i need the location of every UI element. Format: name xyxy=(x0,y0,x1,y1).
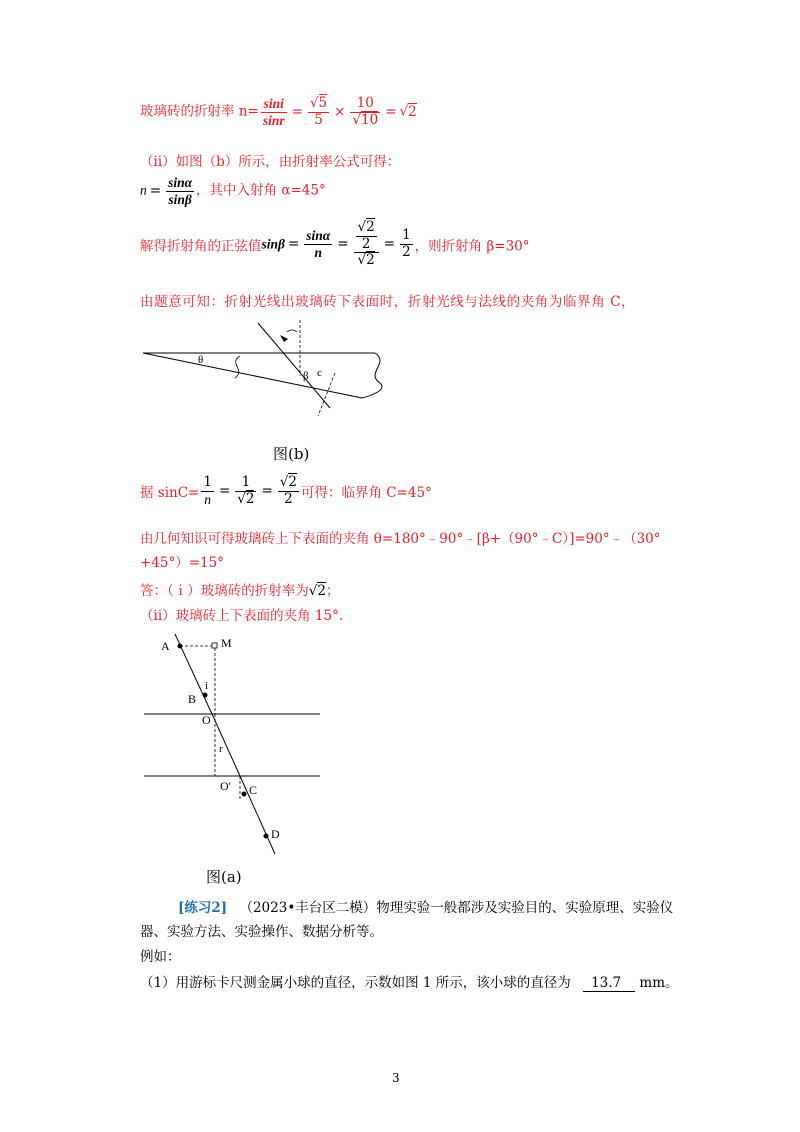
sin-c-line: 据 sinC= $\frac{1}{n}$ = $\frac{1}{√2}$ = $\frac{√2}{2}$ 可得：临界角 C=45° xyxy=(140,474,432,507)
fraction-root5-5: $\frac{√5}{5}$ xyxy=(309,95,328,128)
answer-root2: √2 xyxy=(308,583,326,599)
fig-a-label-A: A xyxy=(161,639,170,653)
fraction-compound: $\frac{\frac{√2}{2}}{√2}$ xyxy=(354,220,379,269)
refractive-index-line: 玻璃砖的折射率 n= $\frac{\sin i}{\sin r}$ = $\frac{√5}{5}$ × $\frac{10}{√10}$ = √2 xyxy=(140,95,417,128)
critical-angle-statement: 由题意可知：折射光线出玻璃砖下表面时，折射光线与法线的夹角为临界角 C， xyxy=(140,294,636,310)
fig-a-label-D: D xyxy=(271,827,280,841)
fig-a-label-M: M xyxy=(221,636,232,650)
answer-ii-line: （ii）玻璃砖上下表面的夹角 15°. xyxy=(140,608,344,624)
geometry-angle-line-cont: +45°）=15° xyxy=(140,555,224,571)
figure-b-diagram xyxy=(140,318,400,423)
figure-a-caption: 图(a) xyxy=(206,868,242,886)
page-number: 3 xyxy=(392,1071,400,1085)
practice-2-line: [练习2] （2023•丰台区二模）物理实验一般都涉及实验目的、实验原理、实验仪 xyxy=(178,900,674,916)
fraction-1-n: $\frac{1}{n}$ xyxy=(203,474,212,507)
fig-b-theta-label: θ xyxy=(198,354,204,366)
practice-tag: [练习2] xyxy=(178,900,228,916)
fig-a-label-i: i xyxy=(205,680,209,692)
geometry-angle-line: 由几何知识可得玻璃砖上下表面的夹角 θ=180°﹣90°﹣[β+（90°﹣C）]=90°﹣（30° xyxy=(140,531,661,547)
figure-b-caption: 图(b) xyxy=(273,445,310,463)
fraction-half: $\frac{1}{2}$ xyxy=(402,227,411,260)
answer-i-line: 答：（ｉ）玻璃砖的折射率为√2； xyxy=(140,583,340,599)
fraction-sina-n: $\frac{\sin\alpha}{n}$ xyxy=(306,228,331,260)
figure-a-diagram xyxy=(140,628,340,860)
fraction-1-root2: $\frac{1}{√2}$ xyxy=(237,474,255,507)
fig-a-label-O-prime: O' xyxy=(220,779,231,793)
question-1-line: （1）用游标卡尺测金属小球的直径，示数如图 1 所示，该小球的直径为 13.7 mm。 xyxy=(140,975,679,991)
fraction-sini-sinr: $\frac{\sin i}{\sin r}$ xyxy=(262,96,285,128)
fraction-10-root10: $\frac{10}{√10}$ xyxy=(352,95,379,128)
root2-result: √2 xyxy=(399,103,417,120)
practice-2-line-cont: 器、实验方法、实验操作、数据分析等。 xyxy=(140,924,383,940)
fig-a-label-O: O xyxy=(202,713,211,727)
example-label: 例如： xyxy=(140,949,181,965)
refractive-index-lead: 玻璃砖的折射率 n= xyxy=(140,103,259,120)
part-ii-intro: （ii）如图（b）所示，由折射率公式可得： xyxy=(140,154,401,170)
fig-a-label-C: C xyxy=(249,783,258,797)
fig-b-c-label: c xyxy=(317,367,322,379)
answer-blank: 13.7 xyxy=(583,975,635,992)
fig-a-label-B: B xyxy=(188,692,197,706)
snell-formula-line: n = $\frac{\sin\alpha}{\sin\beta}$ ，其中入射角 α=45° xyxy=(140,175,326,207)
fig-b-beta-label: β xyxy=(303,370,309,382)
fig-a-label-r: r xyxy=(219,743,223,755)
fraction-sina-sinb: $\frac{\sin\alpha}{\sin\beta}$ xyxy=(168,175,193,207)
fraction-root2-2: $\frac{√2}{2}$ xyxy=(279,474,297,507)
sin-beta-line: 解得折射角的正弦值sinβ = $\frac{\sin\alpha}{n}$ = $\frac{\frac{√2}{2}}{√2}$ = $\frac{1}{2}$ ，则折射角 β=30° xyxy=(140,219,530,269)
